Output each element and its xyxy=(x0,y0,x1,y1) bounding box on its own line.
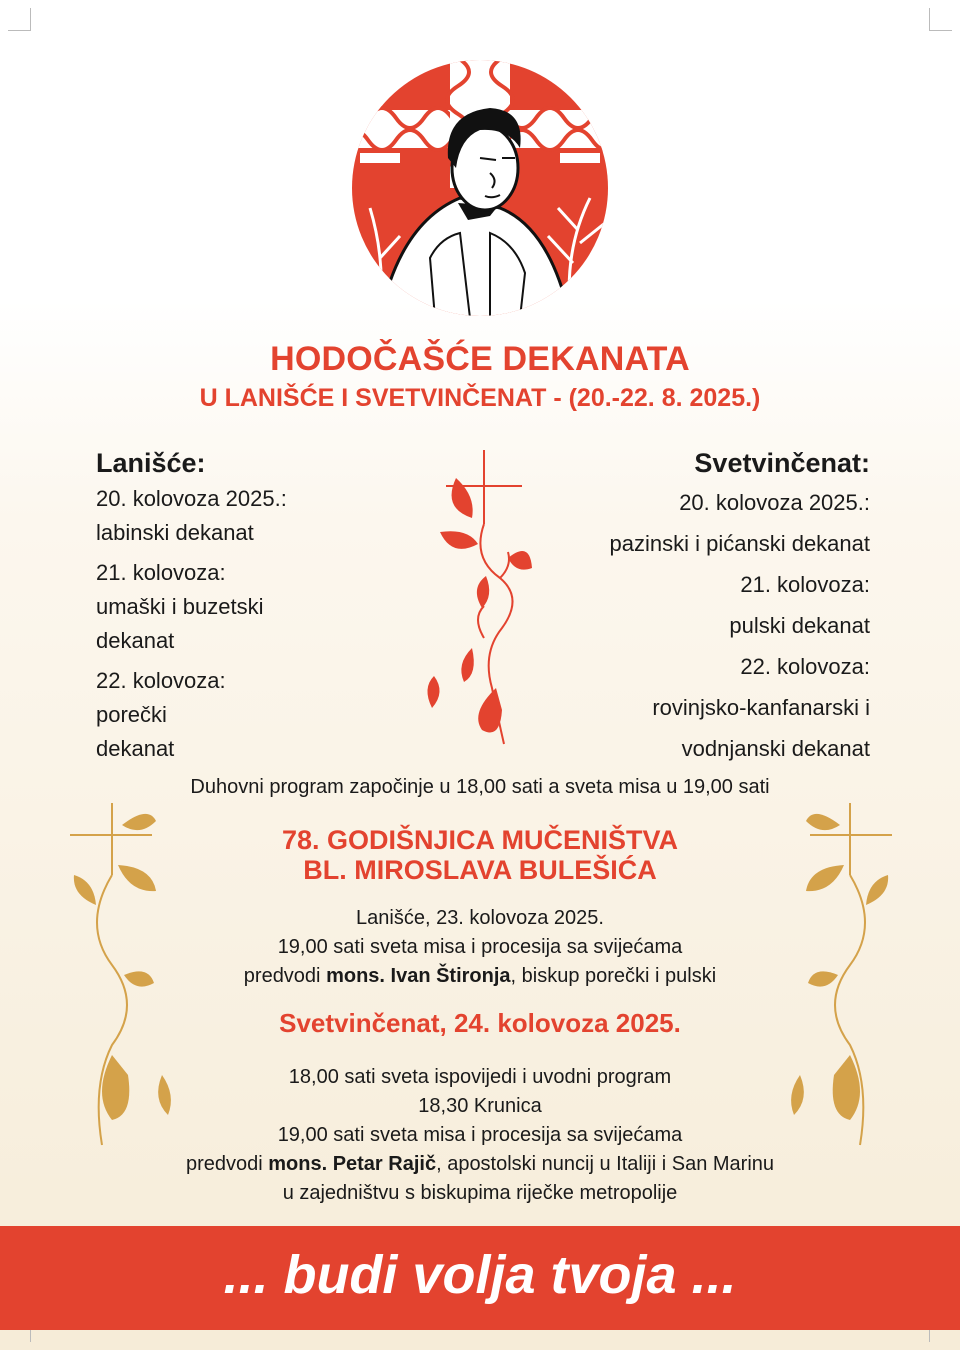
event-line: Lanišće, 23. kolovoza 2025. xyxy=(356,907,604,929)
event-text: predvodi xyxy=(243,965,327,987)
event-line: 19,00 sati sveta misa i procesija sa svijećama xyxy=(277,1124,683,1146)
event-line: 18,00 sati sveta ispovijedi i uvodni program xyxy=(288,1066,672,1088)
event-text: predvodi xyxy=(185,1153,269,1175)
anniversary-heading xyxy=(0,825,960,885)
event-text: , apostolski nuncij u Italiji i San Marinu xyxy=(436,1153,775,1175)
lanisce-event xyxy=(0,904,960,991)
event-line xyxy=(0,1150,960,1179)
schedule-line: 21. kolovoza: xyxy=(740,572,870,597)
lanisce-heading: Lanišće: xyxy=(96,448,206,478)
schedule-line: labinski dekanat xyxy=(96,520,254,545)
schedule-line: 22. kolovoza: xyxy=(740,654,870,679)
event-line: 18,30 Krunica xyxy=(418,1095,542,1117)
event-line: u zajedništvu s biskupima riječke metropolije xyxy=(282,1182,678,1204)
svetvincenat-event xyxy=(0,1063,960,1208)
schedule-line: vodnjanski dekanat xyxy=(681,736,870,761)
crop-mark xyxy=(8,8,31,31)
schedule-line: pazinski i pićanski dekanat xyxy=(609,531,870,556)
schedule-line: 21. kolovoza: xyxy=(96,560,226,585)
schedule-line: dekanat xyxy=(96,628,175,653)
motto-text: ... budi volja tvoja ... xyxy=(223,1245,737,1305)
schedule-line: 22. kolovoza: xyxy=(96,668,226,693)
celebrant-name: mons. Petar Rajič xyxy=(268,1153,437,1175)
svetvincenat-date: Svetvinčenat, 24. kolovoza 2025. xyxy=(279,1008,681,1038)
event-line: 19,00 sati sveta misa i procesija sa svijećama xyxy=(277,936,683,958)
page-subtitle: U LANIŠĆE I SVETVINČENAT - (20.-22. 8. 2025.) xyxy=(199,384,761,412)
schedule-line: dekanat xyxy=(96,736,175,761)
schedule-line: umaški i buzetski xyxy=(96,594,264,619)
event-line xyxy=(0,962,960,991)
program-note: Duhovni program započinje u 18,00 sati a sveta misa u 19,00 sati xyxy=(190,776,770,798)
schedule-line: pulski dekanat xyxy=(729,613,870,638)
schedule-line: 20. kolovoza 2025.: xyxy=(679,490,870,515)
anniversary-line: 78. GODIŠNJICA MUČENIŠTVA xyxy=(281,825,679,855)
event-text: , biskup porečki i pulski xyxy=(510,965,717,987)
anniversary-line: BL. MIROSLAVA BULEŠIĆA xyxy=(303,855,657,885)
lanisce-schedule xyxy=(96,446,396,766)
svetvincenat-heading: Svetvinčenat: xyxy=(694,448,870,478)
schedule-line: 20. kolovoza 2025.: xyxy=(96,486,287,511)
cross-vine-icon xyxy=(412,448,542,748)
celebrant-name: mons. Ivan Štironja xyxy=(326,965,511,987)
svetvincenat-schedule xyxy=(540,446,870,769)
schedule-line: rovinjsko-kanfanarski i xyxy=(652,695,870,720)
motto-banner xyxy=(0,1226,960,1330)
page-title: HODOČAŠĆE DEKANATA xyxy=(270,340,690,378)
portrait-emblem-icon xyxy=(340,58,620,318)
schedule-line: porečki xyxy=(96,702,167,727)
crop-mark xyxy=(929,8,952,31)
